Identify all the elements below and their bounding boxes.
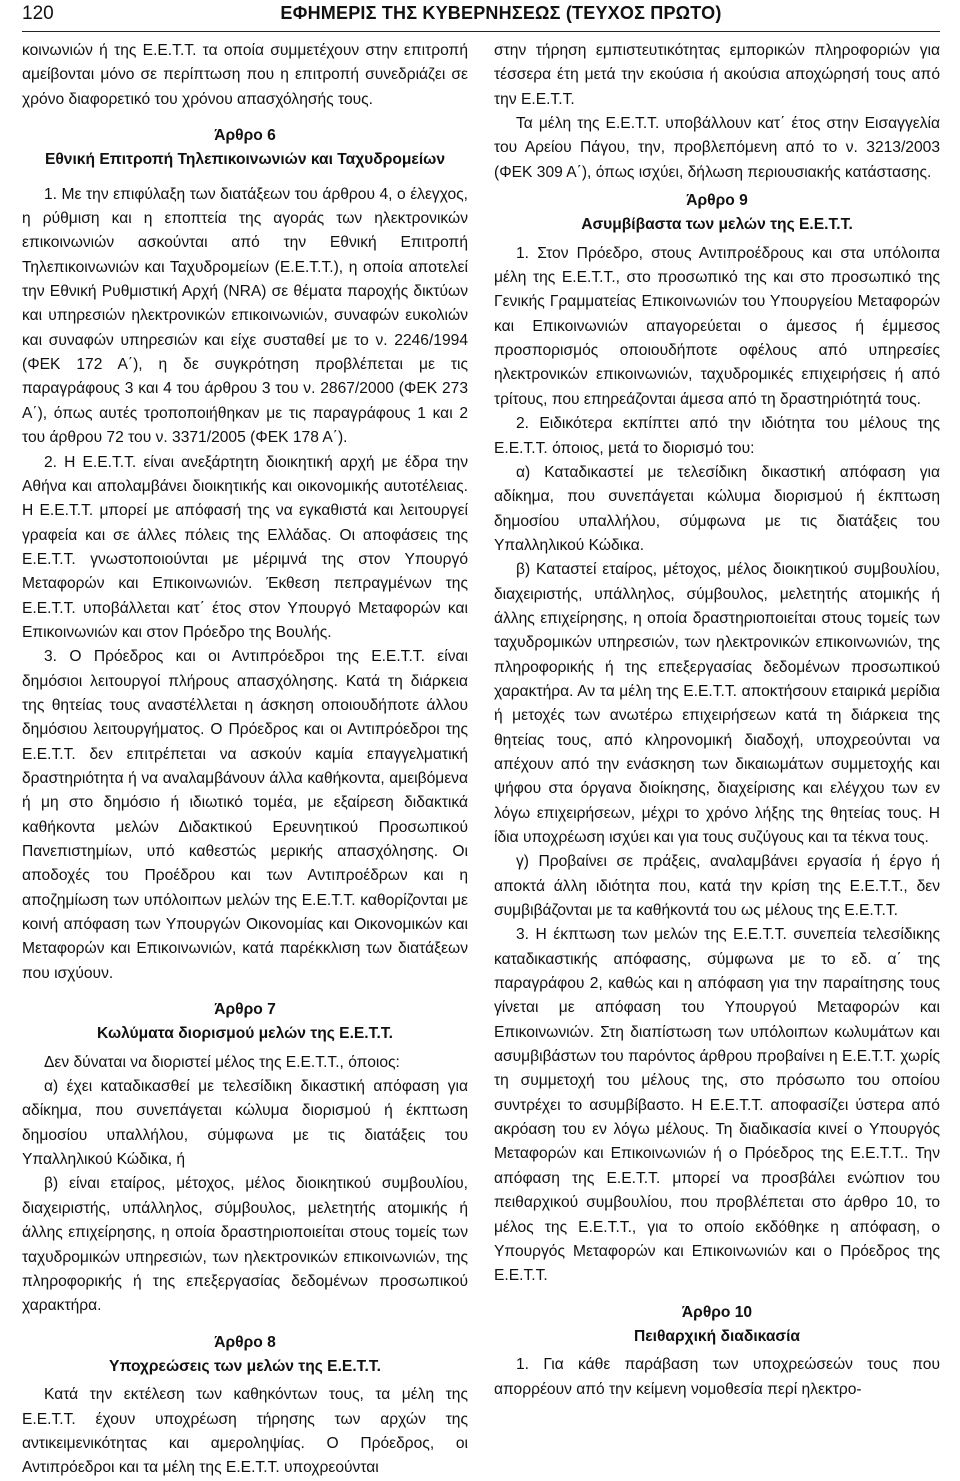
- paragraph: 1. Στον Πρόεδρο, στους Αντιπροέδρους και στα υπόλοιπα μέλη της Ε.Ε.Τ.Τ., στο προσωπικό της και στο προσωπικό της Γενικής Γραμματείας Επικοινωνιών του Υπουργείου Μεταφορών και Επικοινωνιών απαγορεύεται ο άμεσος ή έμμεσος προσπορισμός οποιουδήποτε οφέλους από υπηρεσίες ηλεκτρονικών επικοινωνιών, ταχυδρομικές επιχειρήσεις ή από τρίτους, που επηρεάζονται άμεσα από τη δραστηριότητά τους.: [494, 244, 940, 408]
- paragraph: στην τήρηση εμπιστευτικότητας εμπορικών πληροφοριών για τέσσερα έτη μετά την εκούσια ή ακούσια αποχώρησή τους από την Ε.Ε.Τ.Τ.: [494, 42, 940, 108]
- header-divider: [22, 31, 940, 32]
- article-8-subtitle: Υποχρεώσεις των μελών της Ε.Ε.Τ.Τ.: [109, 1357, 381, 1375]
- article-8-heading: Άρθρο 8: [214, 1333, 276, 1351]
- page-header: [22, 0, 940, 30]
- article-10-heading: Άρθρο 10: [681, 1303, 753, 1321]
- paragraph: β) Καταστεί εταίρος, μέτοχος, μέλος διοικητικού συμβουλίου, διαχειριστής, υπάλληλος, σύμβουλος, μελετητής ατομικής ή άλλης επιχείρησης, η οποία δραστηριοποιείται στους τομείς των ταχυδρομικών υπηρεσιών, των ηλεκτρονικών επικοινωνιών, της πληροφορικής ή της επεξεργασίας δεδομένων προσωπικού χαρακτήρα. Αν τα μέλη της Ε.Ε.Τ.Τ. αποκτήσουν εταιρικά μερίδια ή μετοχές των ανωτέρω επιχειρήσεων κατά τη διάρκεια της θητείας τους, από κληρονομική διαδοχή, υποχρεούνται να απέχουν από την ενάσκηση των δικαιωμάτων συμμετοχής και ψήφου στα όργανα διοίκησης, διαχείρισης και ελέγχου των εν λόγω επιχειρήσεων, μέχρι το χρόνο λήξης της θητείας τους. Η ίδια υποχρέωση ισχύει και για τους συζύγους και τα τέκνα τους.: [494, 561, 940, 846]
- article-9-subtitle: Ασυμβίβαστα των μελών της Ε.Ε.Τ.Τ.: [581, 216, 853, 234]
- paragraph: 1. Για κάθε παράβαση των υποχρεώσεών τους που απορρέουν από την κείμενη νομοθεσία περί ηλεκτρο-: [494, 1356, 940, 1398]
- paragraph: 3. Ο Πρόεδρος και οι Αντιπρόεδροι της Ε.Ε.Τ.Τ. είναι δημόσιοι λειτουργοί πλήρους απασχόλησης. Κατά τη διάρκεια της θητείας τους αναστέλλεται η άσκηση οποιουδήποτε άλλου δημόσιου λειτουργήματος. Ο Πρόεδρος και οι Αντιπρόεδροι της Ε.Ε.Τ.Τ. δεν επιτρέπεται να ασκούν καμία επαγγελματική δραστηριότητα ή να αναλαμβάνουν άλλα καθήκοντα, αμειβόμενα ή μη στο δημόσιο ή ιδιωτικό τομέα, με εξαίρεση διδακτικά καθήκοντα μελών Διδακτικού Ερευνητικού Προσωπικού Πανεπιστημίων, υπό καθεστώς μερικής απασχόλησης. Οι αποδοχές του Προέδρου και των Αντιπροέδρων και η αποζημίωση των υπόλοιπων μελών της Ε.Ε.Τ.Τ. καθορίζονται με κοινή απόφαση των Υπουργών Οικονομίας και Οικονομικών και Μεταφορών και Επικοινωνιών, κατά παρέκκλιση των διατάξεων που ισχύουν.: [22, 648, 468, 982]
- paragraph: Δεν δύναται να διοριστεί μέλος της Ε.Ε.Τ.Τ., όποιος:: [44, 1053, 400, 1071]
- paragraph: 2. Ειδικότερα εκπίπτει από την ιδιότητα του μέλους της Ε.Ε.Τ.Τ. όποιος, μετά το διορισμό του:: [494, 415, 940, 457]
- paragraph: γ) Προβαίνει σε πράξεις, αναλαμβάνει εργασία ή έργο ή αποκτά άλλη ιδιότητα που, κατά την κρίση της Ε.Ε.Τ.Τ., δεν συμβιβάζονται με τα καθήκοντά του ως μέλους της Ε.Ε.Τ.Τ.: [494, 853, 940, 920]
- paragraph: 3. Η έκπτωση των μελών της Ε.Ε.Τ.Τ. συνεπεία τελεσίδικης καταδικαστικής απόφασης, σύμφωνα με το εδ. α΄ της παραγράφου 2, καθώς και η απόφαση για την παραίτησης τους γίνεται με απόφαση του Υπουργού Μεταφορών και Επικοινωνιών. Στη διαπίστωση των υπόλοιπων κωλυμάτων και ασυμβιβάστων του παρόντος άρθρου προβαίνει η Ε.Ε.Τ.Τ. χωρίς τη συμμετοχή του μέλους της, στο πρόσωπο του οποίου συντρέχει το ασυμβίβαστο. Η Ε.Ε.Τ.Τ. αποφασίζει ύστερα από ακρόαση του εν λόγω μέλους. Τη διαδικασία κινεί ο Υπουργός Μεταφορών και Επικοινωνιών ή ο Πρόεδρος της Ε.Ε.Τ.Τ.. Την απόφαση της Ε.Ε.Τ.Τ. μπορεί να προσβάλει ενώπιον του πειθαρχικού συμβουλίου, που προβλέπεται στο άρθρο 10, το μέλος της Ε.Ε.Τ.Τ., για το οποίο εκδόθηκε η απόφαση, ο Υπουργός Μεταφορών και Επικοινωνιών και ο Πρόεδρος της Ε.Ε.Τ.Τ.: [494, 926, 940, 1285]
- paragraph: α) έχει καταδικασθεί με τελεσίδικη δικαστική απόφαση για αδίκημα, που συνεπάγεται κώλυμα διορισμού ή έκπτωση δημοσίου υπαλλήλου, σύμφωνα με τις διατάξεις του Υπαλληλικού Κώδικα, ή: [22, 1078, 468, 1169]
- article-6-heading: Άρθρο 6: [214, 127, 276, 145]
- article-9-heading: Άρθρο 9: [686, 192, 748, 210]
- page-number: 120: [22, 3, 54, 24]
- paragraph: κοινωνιών ή της Ε.Ε.Τ.Τ. τα οποία συμμετέχουν στην επιτροπή αμείβονται μόνο σε περίπτωση που η επιτροπή συνεδριάζει σε χρόνο διαφορετικό του χρόνου απασχόλησής τους.: [22, 42, 468, 108]
- article-6-subtitle: Εθνική Επιτροπή Τηλεπικοινωνιών και Ταχυδρομείων: [44, 151, 446, 169]
- article-10-subtitle: Πειθαρχική διαδικασία: [633, 1327, 801, 1345]
- paragraph: α) Καταδικαστεί με τελεσίδικη δικαστική απόφαση για αδίκημα, που συνεπάγεται κώλυμα διορισμού ή έκπτωση δημοσίου υπαλλήλου, σύμφωνα με τις διατάξεις του Υπαλληλικού Κώδικα.: [494, 463, 940, 554]
- article-7-heading: Άρθρο 7: [214, 1001, 276, 1019]
- article-7-subtitle: Κωλύματα διορισμού μελών της Ε.Ε.Τ.Τ.: [97, 1025, 393, 1043]
- paragraph: 2. Η Ε.Ε.Τ.Τ. είναι ανεξάρτητη διοικητική αρχή με έδρα την Αθήνα και απολαμβάνει διοικητικής και οικονομικής αυτοτέλειας. Η Ε.Ε.Τ.Τ. μπορεί με απόφασή της να εγκαθιστά και λειτουργεί γραφεία και σε άλλες πόλεις της Ελλάδας. Οι αποφάσεις της Ε.Ε.Τ.Τ. γνωστοποιούνται με μέριμνά της στον Υπουργό Μεταφορών και Επικοινωνιών. Έκθεση πεπραγμένων της Ε.Ε.Τ.Τ. υποβάλλεται κατ΄ έτος στον Υπουργό Μεταφορών και Επικοινωνιών και στον Πρόεδρο της Βουλής.: [22, 453, 468, 641]
- right-column: [494, 39, 940, 1402]
- paragraph: β) είναι εταίρος, μέτοχος, μέλος διοικητικού συμβουλίου, διαχειριστής, υπάλληλος, σύμβουλος, μελετητής ατομικής ή άλλης επιχείρησης, η οποία δραστηριοποιείται στους τομείς των ταχυδρομικών υπηρεσιών, των ηλεκτρονικών επικοινωνιών, της πληροφορικής ή της επεξεργασίας δεδομένων προσωπικού χαρακτήρα.: [22, 1175, 468, 1315]
- paragraph: 1. Με την επιφύλαξη των διατάξεων του άρθρου 4, ο έλεγχος, η ρύθμιση και η εποπτεία της αγοράς των ηλεκτρονικών επικοινωνιών ασκούνται από την Εθνική Επιτροπή Τηλεπικοινωνιών και Ταχυδρομείων (Ε.Ε.Τ.Τ.), η οποία αποτελεί την Εθνική Ρυθμιστική Αρχή (NRA) σε θέματα παροχής δικτύων και υπηρεσιών ηλεκτρονικών επικοινωνιών, συναφών ευκολιών και συναφών υπηρεσιών και είχε συσταθεί με το ν. 2246/1994 (ΦΕΚ 172 Α΄), η δε συγκρότηση προβλέπεται με τις παραγράφους 3 και 4 του άρθρου 3 του ν. 2867/2000 (ΦΕΚ 273 Α΄), όπως αυτές τροποποιήθηκαν με τις παραγράφους 1 και 2 του άρθρου 72 του ν. 3371/2005 (ΦΕΚ 178 Α΄).: [22, 185, 468, 447]
- gazette-title: ΕΦΗΜΕΡΙΣ ΤΗΣ ΚΥΒΕΡΝΗΣΕΩΣ (ΤΕΥΧΟΣ ΠΡΩΤΟ): [280, 3, 722, 23]
- left-column: [22, 39, 468, 1481]
- paragraph: Τα μέλη της Ε.Ε.Τ.Τ. υποβάλλουν κατ΄ έτος στην Εισαγγελία του Αρείου Πάγου, την, προβλεπόμενη από το ν. 3213/2003 (ΦΕΚ 309 Α΄), όπως ισχύει, δήλωση περιουσιακής κατάστασης.: [494, 115, 940, 181]
- paragraph: Κατά την εκτέλεση των καθηκόντων τους, τα μέλη της Ε.Ε.Τ.Τ. έχουν υποχρέωση τήρησης των αρχών της αντικειμενικότητας και αμεροληψίας. Ο Πρόεδρος, οι Αντιπρόεδροι και τα μέλη της Ε.Ε.Τ.Τ. υποχρεούνται: [22, 1386, 468, 1477]
